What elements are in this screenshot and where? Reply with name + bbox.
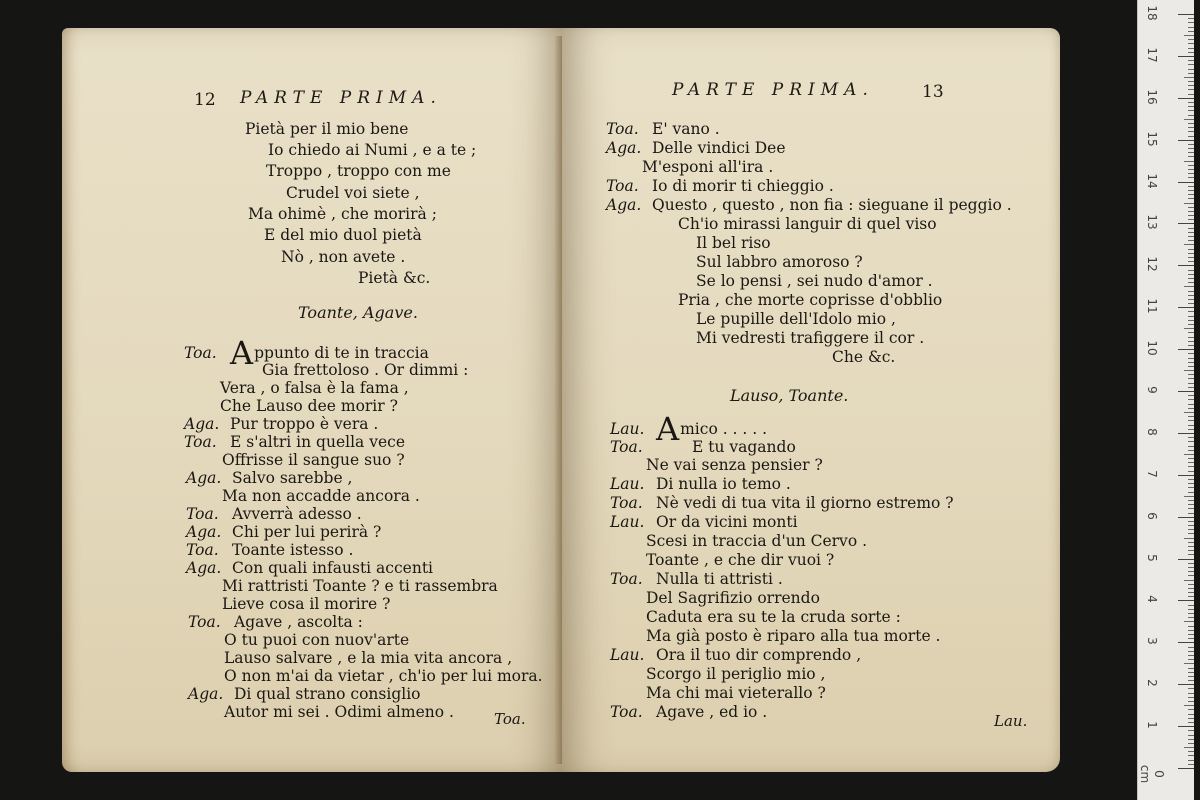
ruler-tick — [1188, 69, 1194, 70]
ruler-tick — [1188, 148, 1194, 149]
dialogue-line: Toa. Toante istesso . — [186, 541, 354, 559]
ruler-tick — [1178, 140, 1194, 141]
ruler-tick — [1184, 370, 1194, 371]
ruler-tick — [1178, 433, 1194, 434]
dialogue-line: Vera , o falsa è la fama , — [220, 379, 409, 397]
ruler-tick — [1188, 408, 1194, 409]
ruler-label: 6 — [1145, 511, 1159, 520]
dialogue-line: Lau. Ora il tuo dir comprendo , — [610, 646, 862, 664]
ruler-tick — [1178, 391, 1194, 392]
ruler-tick — [1188, 504, 1194, 505]
ruler-tick — [1188, 492, 1194, 493]
ruler-tick — [1188, 194, 1194, 195]
ruler-tick — [1188, 198, 1194, 199]
ruler-tick — [1184, 77, 1194, 78]
dialogue-line: Toa. Nulla ti attristi . — [610, 570, 783, 588]
right-running-head: PARTE PRIMA. — [672, 80, 874, 100]
dialogue-line: Lau. Di nulla io temo . — [610, 475, 791, 493]
dialogue-line: Ma già posto è riparo alla tua morte . — [646, 627, 941, 645]
ruler-tick — [1188, 378, 1194, 379]
scene-heading: Toante, Agave. — [298, 303, 418, 322]
ruler-tick — [1188, 18, 1194, 19]
ruler-tick — [1188, 546, 1194, 547]
ruler-tick — [1184, 747, 1194, 748]
ruler-tick — [1184, 454, 1194, 455]
drop-cap: A — [656, 410, 680, 448]
ruler-tick — [1188, 638, 1194, 639]
dialogue-line: Che Lauso dee morir ? — [220, 397, 398, 415]
ruler-tick — [1188, 672, 1194, 673]
ruler-tick — [1184, 496, 1194, 497]
ruler-tick — [1188, 554, 1194, 555]
ruler-tick — [1188, 249, 1194, 250]
ruler-tick — [1184, 412, 1194, 413]
dialogue-line: Toante , e che dir vuoi ? — [646, 551, 835, 569]
ruler-tick — [1188, 688, 1194, 689]
ruler-tick — [1188, 693, 1194, 694]
ruler-tick — [1188, 282, 1194, 283]
ruler-tick — [1184, 286, 1194, 287]
ruler-tick — [1188, 605, 1194, 606]
ruler-tick — [1188, 207, 1194, 208]
ruler-tick — [1178, 642, 1194, 643]
ruler-tick — [1188, 525, 1194, 526]
ruler-tick — [1188, 94, 1194, 95]
ruler-tick — [1188, 173, 1194, 174]
dialogue-line: Lauso salvare , e la mia vita ancora , — [224, 649, 513, 667]
ruler-tick — [1188, 634, 1194, 635]
ruler-tick — [1188, 85, 1194, 86]
ruler-tick — [1188, 362, 1194, 363]
dialogue-line: Il bel riso — [696, 234, 771, 252]
ruler-tick — [1188, 680, 1194, 681]
ruler-tick — [1188, 722, 1194, 723]
ruler-tick — [1188, 743, 1194, 744]
speaker: Toa. — [186, 505, 219, 523]
ruler-tick — [1184, 161, 1194, 162]
dialogue-line: Aga. Questo , questo , non fia : sieguane il peggio . — [606, 196, 1012, 214]
ruler-tick — [1188, 383, 1194, 384]
ruler-tick — [1184, 119, 1194, 120]
ruler-tick — [1188, 399, 1194, 400]
ruler-tick — [1184, 580, 1194, 581]
dialogue-line: Toa. Io di morir ti chieggio . — [606, 177, 834, 195]
ruler-tick — [1188, 588, 1194, 589]
ruler-label: 10 — [1145, 340, 1159, 356]
ruler-tick — [1188, 429, 1194, 430]
ruler-tick — [1188, 592, 1194, 593]
ruler-tick — [1188, 479, 1194, 480]
left-page — [62, 28, 562, 772]
ruler-tick — [1188, 311, 1194, 312]
ruler-label: 17 — [1145, 47, 1159, 63]
ruler-label: 1 — [1145, 721, 1159, 729]
ruler-tick — [1184, 35, 1194, 36]
ruler-tick — [1178, 600, 1194, 601]
ruler-tick — [1188, 466, 1194, 467]
ruler-tick — [1188, 483, 1194, 484]
aria-line: E del mio duol pietà — [264, 226, 422, 244]
ruler-tick — [1188, 165, 1194, 166]
ruler-tick — [1188, 714, 1194, 715]
ruler-tick — [1188, 123, 1194, 124]
ruler-tick — [1188, 278, 1194, 279]
ruler-tick — [1188, 542, 1194, 543]
ruler-label: 14 — [1145, 172, 1159, 189]
speaker: Toa. — [184, 344, 217, 362]
speaker: Toa. — [610, 438, 643, 456]
ruler-tick — [1188, 450, 1194, 451]
speaker: Toa. — [188, 613, 221, 631]
ruler-tick — [1188, 60, 1194, 61]
ruler-tick — [1188, 735, 1194, 736]
ruler-tick — [1188, 596, 1194, 597]
ruler-tick — [1188, 730, 1194, 731]
ruler-tick — [1188, 186, 1194, 187]
ruler-tick — [1188, 320, 1194, 321]
ruler-tick — [1188, 584, 1194, 585]
speaker: Toa. — [610, 570, 643, 588]
ruler-tick — [1188, 324, 1194, 325]
ruler-tick — [1178, 14, 1194, 15]
ruler-tick — [1188, 651, 1194, 652]
speaker: Toa. — [186, 541, 219, 559]
dialogue-line: Aga. Delle vindici Dee — [606, 139, 786, 157]
ruler-tick — [1188, 31, 1194, 32]
ruler-tick — [1188, 487, 1194, 488]
ruler-tick — [1188, 253, 1194, 254]
dialogue-line: Toa. E' vano . — [606, 120, 720, 138]
dialogue-line: Lau. Or da vicini monti — [610, 513, 798, 531]
speaker: Aga. — [188, 685, 224, 703]
dialogue-line: Caduta era su te la cruda sorte : — [646, 608, 901, 626]
speaker: Aga. — [606, 139, 642, 157]
ruler-tick — [1178, 223, 1194, 224]
ruler-tick — [1188, 353, 1194, 354]
ruler-tick — [1188, 404, 1194, 405]
speaker: Toa. — [606, 177, 639, 195]
dialogue-line: Aga. Chi per lui perirà ? — [186, 523, 382, 541]
ruler-tick — [1188, 152, 1194, 153]
ruler-tick — [1188, 64, 1194, 65]
ruler-tick — [1188, 697, 1194, 698]
speaker: Aga. — [186, 559, 222, 577]
ruler-tick — [1188, 215, 1194, 216]
ruler-tick — [1178, 182, 1194, 183]
ruler-tick — [1188, 739, 1194, 740]
right-page — [562, 28, 1060, 772]
ruler-tick — [1188, 48, 1194, 49]
dialogue-line: Aga. Pur troppo è vera . — [184, 415, 379, 433]
ruler-tick — [1188, 395, 1194, 396]
ruler-tick — [1188, 358, 1194, 359]
ruler-tick — [1188, 575, 1194, 576]
ruler-tick — [1188, 131, 1194, 132]
ruler-tick — [1188, 626, 1194, 627]
ruler-tick — [1184, 244, 1194, 245]
speaker: Aga. — [186, 469, 222, 487]
dialogue-line: Offrisse il sangue suo ? — [222, 451, 405, 469]
dialogue-line: Lieve cosa il morire ? — [222, 595, 391, 613]
ruler-tick — [1178, 684, 1194, 685]
ruler-tick — [1188, 462, 1194, 463]
left-catchword: Toa. — [494, 710, 526, 728]
ruler-tick — [1188, 299, 1194, 300]
ruler-tick — [1188, 701, 1194, 702]
ruler-label: 8 — [1145, 428, 1159, 436]
ruler-tick — [1188, 27, 1194, 28]
ruler-tick — [1188, 270, 1194, 271]
ruler-label: 2 — [1145, 679, 1159, 687]
right-page-number: 13 — [922, 82, 944, 102]
left-running-head: PARTE PRIMA. — [240, 88, 442, 108]
ruler-tick — [1188, 676, 1194, 677]
ruler-tick — [1188, 521, 1194, 522]
dialogue-line: Sul labbro amoroso ? — [696, 253, 863, 271]
ruler-tick — [1184, 705, 1194, 706]
dialogue-line: M'esponi all'ira . — [642, 158, 774, 176]
measurement-ruler — [1137, 0, 1194, 800]
ruler-tick — [1188, 156, 1194, 157]
ruler-tick — [1188, 22, 1194, 23]
aria-line: Io chiedo ai Numi , e a te ; — [268, 141, 477, 159]
speaker: Aga. — [184, 415, 220, 433]
dialogue-line: Del Sagrifizio orrendo — [646, 589, 820, 607]
ruler-tick — [1178, 98, 1194, 99]
ruler-tick — [1188, 261, 1194, 262]
aria-line: Ma ohimè , che morirà ; — [248, 205, 437, 223]
ruler-tick — [1188, 617, 1194, 618]
dialogue-line: Ne vai senza pensier ? — [646, 456, 823, 474]
ruler-tick — [1188, 529, 1194, 530]
aria-end: Che &c. — [832, 348, 896, 366]
scene-heading: Lauso, Toante. — [730, 386, 849, 405]
dialogue-line: Toa. Agave , ed io . — [610, 703, 768, 721]
drop-cap: A — [230, 334, 254, 372]
ruler-label: 5 — [1145, 553, 1159, 562]
ruler-tick — [1188, 115, 1194, 116]
ruler-tick — [1178, 768, 1194, 769]
ruler-label: 13 — [1145, 214, 1159, 231]
dialogue-line: Mi rattristi Toante ? e ti rassembra — [222, 577, 498, 595]
dialogue-line: Aga. Con quali infausti accenti — [186, 559, 434, 577]
ruler-label: 16 — [1145, 89, 1159, 105]
ruler-tick — [1188, 446, 1194, 447]
ruler-tick — [1188, 420, 1194, 421]
ruler-tick — [1178, 307, 1194, 308]
dialogue-line: Scesi in traccia d'un Cervo . — [646, 532, 868, 550]
dialogue-line: O tu puoi con nuov'arte — [224, 631, 410, 649]
ruler-tick — [1188, 219, 1194, 220]
ruler-tick — [1184, 538, 1194, 539]
speaker: Toa. — [610, 494, 643, 512]
ruler-tick — [1188, 416, 1194, 417]
speaker: Aga. — [186, 523, 222, 541]
ruler-tick — [1188, 764, 1194, 765]
speaker: Toa. — [606, 120, 639, 138]
dialogue-line: Gia frettoloso . Or dimmi : — [262, 361, 469, 379]
dialogue-line: Toa. Avverrà adesso . — [186, 505, 362, 523]
ruler-tick — [1188, 169, 1194, 170]
ruler-tick — [1178, 56, 1194, 57]
ruler-tick — [1188, 630, 1194, 631]
ruler-tick — [1188, 458, 1194, 459]
speaker: Aga. — [606, 196, 642, 214]
ruler-tick — [1188, 110, 1194, 111]
ruler-tick — [1188, 755, 1194, 756]
ruler-tick — [1188, 106, 1194, 107]
ruler-tick — [1188, 345, 1194, 346]
ruler-tick — [1188, 609, 1194, 610]
open-book — [62, 28, 1060, 772]
ruler-tick — [1188, 274, 1194, 275]
ruler-tick — [1188, 709, 1194, 710]
ruler-tick — [1188, 668, 1194, 669]
ruler-tick — [1188, 332, 1194, 333]
speaker: Toa. — [610, 703, 643, 721]
ruler-tick — [1188, 316, 1194, 317]
dialogue-line: Toa. Agave , ascolta : — [188, 613, 363, 631]
ruler-tick — [1184, 203, 1194, 204]
ruler-tick — [1188, 43, 1194, 44]
ruler-tick — [1178, 265, 1194, 266]
ruler-tick — [1184, 663, 1194, 664]
dialogue-line: Lau. Amico . . . . . — [610, 410, 768, 448]
dialogue-line: Ma non accadde ancora . — [222, 487, 420, 505]
ruler-tick — [1188, 374, 1194, 375]
ruler-tick — [1188, 718, 1194, 719]
dialogue-line: Se lo pensi , sei nudo d'amor . — [696, 272, 933, 290]
ruler-tick — [1188, 613, 1194, 614]
left-page-number: 12 — [194, 90, 216, 110]
ruler-tick — [1188, 337, 1194, 338]
ruler-tick — [1188, 257, 1194, 258]
ruler-tick — [1188, 437, 1194, 438]
aria-line: Pietà per il mio bene — [245, 120, 409, 138]
ruler-tick — [1188, 240, 1194, 241]
ruler-tick — [1178, 726, 1194, 727]
ruler-label: 15 — [1145, 131, 1159, 147]
ruler-label: 3 — [1145, 637, 1159, 646]
speaker: Lau. — [610, 420, 645, 438]
speaker: Lau. — [610, 475, 645, 493]
ruler-tick — [1188, 211, 1194, 212]
ruler-tick — [1188, 366, 1194, 367]
dialogue-line: Toa. Appunto di te in traccia — [184, 334, 429, 372]
speaker: Lau. — [610, 513, 645, 531]
dialogue-line: Pria , che morte coprisse d'obblio — [678, 291, 943, 309]
dialogue-line: Scorgo il periglio mio , — [646, 665, 826, 683]
ruler-tick — [1188, 341, 1194, 342]
ruler-tick — [1188, 228, 1194, 229]
ruler-label: 0 cm — [1138, 764, 1166, 784]
ruler-tick — [1178, 517, 1194, 518]
ruler-tick — [1188, 127, 1194, 128]
dialogue-line: Aga. Di qual strano consiglio — [188, 685, 421, 703]
ruler-tick — [1188, 52, 1194, 53]
ruler-tick — [1188, 387, 1194, 388]
speaker: Toa. — [184, 433, 217, 451]
speaker: Lau. — [610, 646, 645, 664]
dialogue-line: Toa. E s'altri in quella vece — [184, 433, 405, 451]
ruler-tick — [1188, 567, 1194, 568]
ruler-tick — [1188, 73, 1194, 74]
dialogue-line: Aga. Salvo sarebbe , — [186, 469, 353, 487]
ruler-label: 18 — [1145, 5, 1159, 21]
aria-line: Troppo , troppo con me — [266, 162, 451, 180]
ruler-tick — [1188, 647, 1194, 648]
ruler-tick — [1184, 328, 1194, 329]
dialogue-line: Toa. E tu vagando — [610, 438, 796, 456]
ruler-tick — [1188, 295, 1194, 296]
ruler-label: 12 — [1145, 256, 1159, 272]
ruler-tick — [1188, 39, 1194, 40]
dialogue-line: O non m'ai da vietar , ch'io per lui mora. — [224, 667, 543, 685]
ruler-tick — [1188, 508, 1194, 509]
ruler-tick — [1188, 190, 1194, 191]
dialogue-line: Ma chi mai vieterallo ? — [646, 684, 826, 702]
ruler-tick — [1178, 349, 1194, 350]
ruler-tick — [1188, 571, 1194, 572]
ruler-label: 9 — [1145, 386, 1159, 394]
ruler-tick — [1188, 232, 1194, 233]
ruler-tick — [1178, 475, 1194, 476]
ruler-tick — [1188, 533, 1194, 534]
ruler-tick — [1188, 303, 1194, 304]
ruler-tick — [1188, 144, 1194, 145]
dialogue-line: Le pupille dell'Idolo mio , — [696, 310, 896, 328]
aria-end: Pietà &c. — [358, 269, 431, 287]
ruler-tick — [1188, 291, 1194, 292]
ruler-tick — [1184, 621, 1194, 622]
ruler-tick — [1188, 655, 1194, 656]
ruler-tick — [1188, 760, 1194, 761]
ruler-label: 11 — [1145, 298, 1159, 314]
ruler-tick — [1188, 563, 1194, 564]
ruler-tick — [1188, 500, 1194, 501]
ruler-tick — [1188, 236, 1194, 237]
ruler-label: 7 — [1145, 469, 1159, 478]
ruler-tick — [1188, 550, 1194, 551]
ruler-tick — [1188, 513, 1194, 514]
ruler-tick — [1188, 751, 1194, 752]
ruler-tick — [1188, 81, 1194, 82]
dialogue-line: Toa. Nè vedi di tua vita il giorno estremo ? — [610, 494, 954, 512]
ruler-tick — [1178, 559, 1194, 560]
ruler-tick — [1188, 471, 1194, 472]
ruler-label: 4 — [1145, 595, 1159, 604]
aria-line: Crudel voi siete , — [286, 184, 420, 202]
ruler-tick — [1188, 177, 1194, 178]
ruler-tick — [1188, 659, 1194, 660]
dialogue-line: Ch'io mirassi languir di quel viso — [678, 215, 937, 233]
dialogue-line: Mi vedresti trafiggere il cor . — [696, 329, 925, 347]
ruler-tick — [1188, 425, 1194, 426]
ruler-tick — [1188, 102, 1194, 103]
ruler-tick — [1188, 89, 1194, 90]
dialogue-line: Autor mi sei . Odimi almeno . — [224, 703, 454, 721]
ruler-tick — [1188, 441, 1194, 442]
right-catchword: Lau. — [994, 712, 1028, 730]
ruler-tick — [1188, 136, 1194, 137]
aria-line: Nò , non avete . — [281, 248, 406, 266]
